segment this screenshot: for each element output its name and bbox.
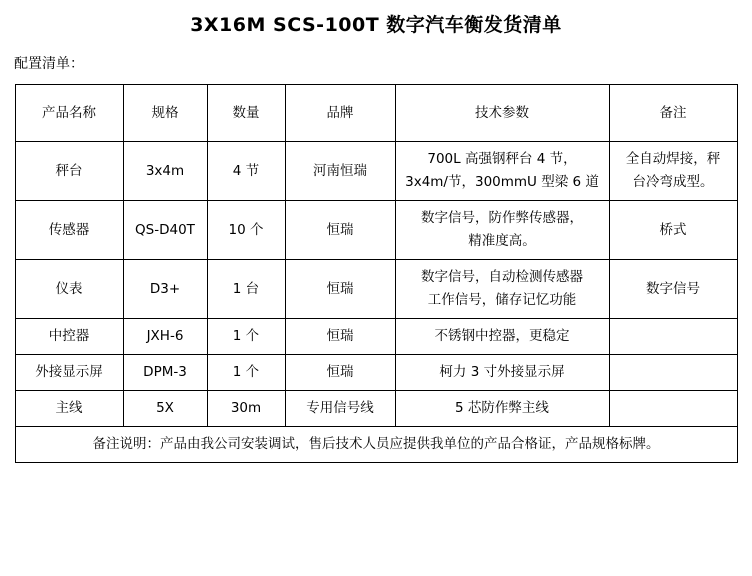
table-header-row — [15, 85, 737, 142]
column-header-spec: 规格 — [123, 85, 207, 142]
cell-product-name: 传感器 — [15, 201, 123, 260]
column-header-brand: 品牌 — [285, 85, 395, 142]
cell-qty: 30m — [207, 391, 285, 427]
cell-brand: 恒瑞 — [285, 201, 395, 260]
cell-tech-line1: 数字信号，自动检测传感器 — [421, 269, 583, 285]
cell-tech-line1: 700L 高强钢秤台 4 节， — [427, 151, 577, 167]
cell-spec: QS-D40T — [123, 201, 207, 260]
cell-tech: 柯力 3 寸外接显示屏 — [395, 355, 609, 391]
cell-tech-line1: 数字信号，防作弊传感器， — [421, 210, 583, 226]
table-row — [15, 142, 737, 201]
page-title: 3X16M SCS-100T 数字汽车衡发货清单 — [190, 14, 562, 36]
cell-tech-line2: 3x4m/节，300mmU 型梁 6 道 — [405, 174, 599, 190]
cell-tech — [395, 142, 609, 201]
cell-qty: 10 个 — [207, 201, 285, 260]
cell-remark — [609, 355, 737, 391]
table-row — [15, 201, 737, 260]
column-header-qty: 数量 — [207, 85, 285, 142]
cell-remark — [609, 319, 737, 355]
cell-spec: JXH-6 — [123, 319, 207, 355]
cell-spec: DPM-3 — [123, 355, 207, 391]
column-header-remark: 备注 — [609, 85, 737, 142]
cell-remark — [609, 142, 737, 201]
cell-tech: 不锈钢中控器，更稳定 — [395, 319, 609, 355]
cell-brand: 恒瑞 — [285, 319, 395, 355]
cell-tech — [395, 260, 609, 319]
cell-spec: 3x4m — [123, 142, 207, 201]
column-header-name: 产品名称 — [15, 85, 123, 142]
cell-brand: 恒瑞 — [285, 260, 395, 319]
cell-tech-line2: 工作信号，储存记忆功能 — [427, 292, 577, 308]
table-row — [15, 260, 737, 319]
cell-remark-line1: 全自动焊接，秤 — [625, 151, 721, 167]
config-list-label: 配置清单： — [14, 56, 84, 72]
cell-product-name: 秤台 — [15, 142, 123, 201]
column-header-tech: 技术参数 — [395, 85, 609, 142]
footer-note: 备注说明：产品由我公司安装调试，售后技术人员应提供我单位的产品合格证，产品规格标牌。 — [15, 427, 737, 463]
cell-spec: 5X — [123, 391, 207, 427]
cell-product-name: 外接显示屏 — [15, 355, 123, 391]
cell-remark: 数字信号 — [609, 260, 737, 319]
cell-qty: 1 台 — [207, 260, 285, 319]
cell-product-name: 主线 — [15, 391, 123, 427]
table-footer-row — [15, 427, 737, 463]
cell-brand: 河南恒瑞 — [285, 142, 395, 201]
cell-remark — [609, 391, 737, 427]
cell-remark-line2: 台冷弯成型。 — [632, 174, 714, 190]
cell-spec: D3+ — [123, 260, 207, 319]
cell-tech-line2: 精准度高。 — [468, 233, 536, 249]
cell-brand: 恒瑞 — [285, 355, 395, 391]
cell-qty: 1 个 — [207, 319, 285, 355]
cell-tech: 5 芯防作弊主线 — [395, 391, 609, 427]
cell-remark: 桥式 — [609, 201, 737, 260]
table-row — [15, 355, 737, 391]
cell-brand: 专用信号线 — [285, 391, 395, 427]
table-row — [15, 391, 737, 427]
cell-product-name: 中控器 — [15, 319, 123, 355]
table-row — [15, 319, 737, 355]
cell-tech — [395, 201, 609, 260]
cell-qty: 1 个 — [207, 355, 285, 391]
cell-qty: 4 节 — [207, 142, 285, 201]
configuration-table — [15, 84, 738, 463]
cell-product-name: 仪表 — [15, 260, 123, 319]
document-page — [0, 12, 752, 576]
